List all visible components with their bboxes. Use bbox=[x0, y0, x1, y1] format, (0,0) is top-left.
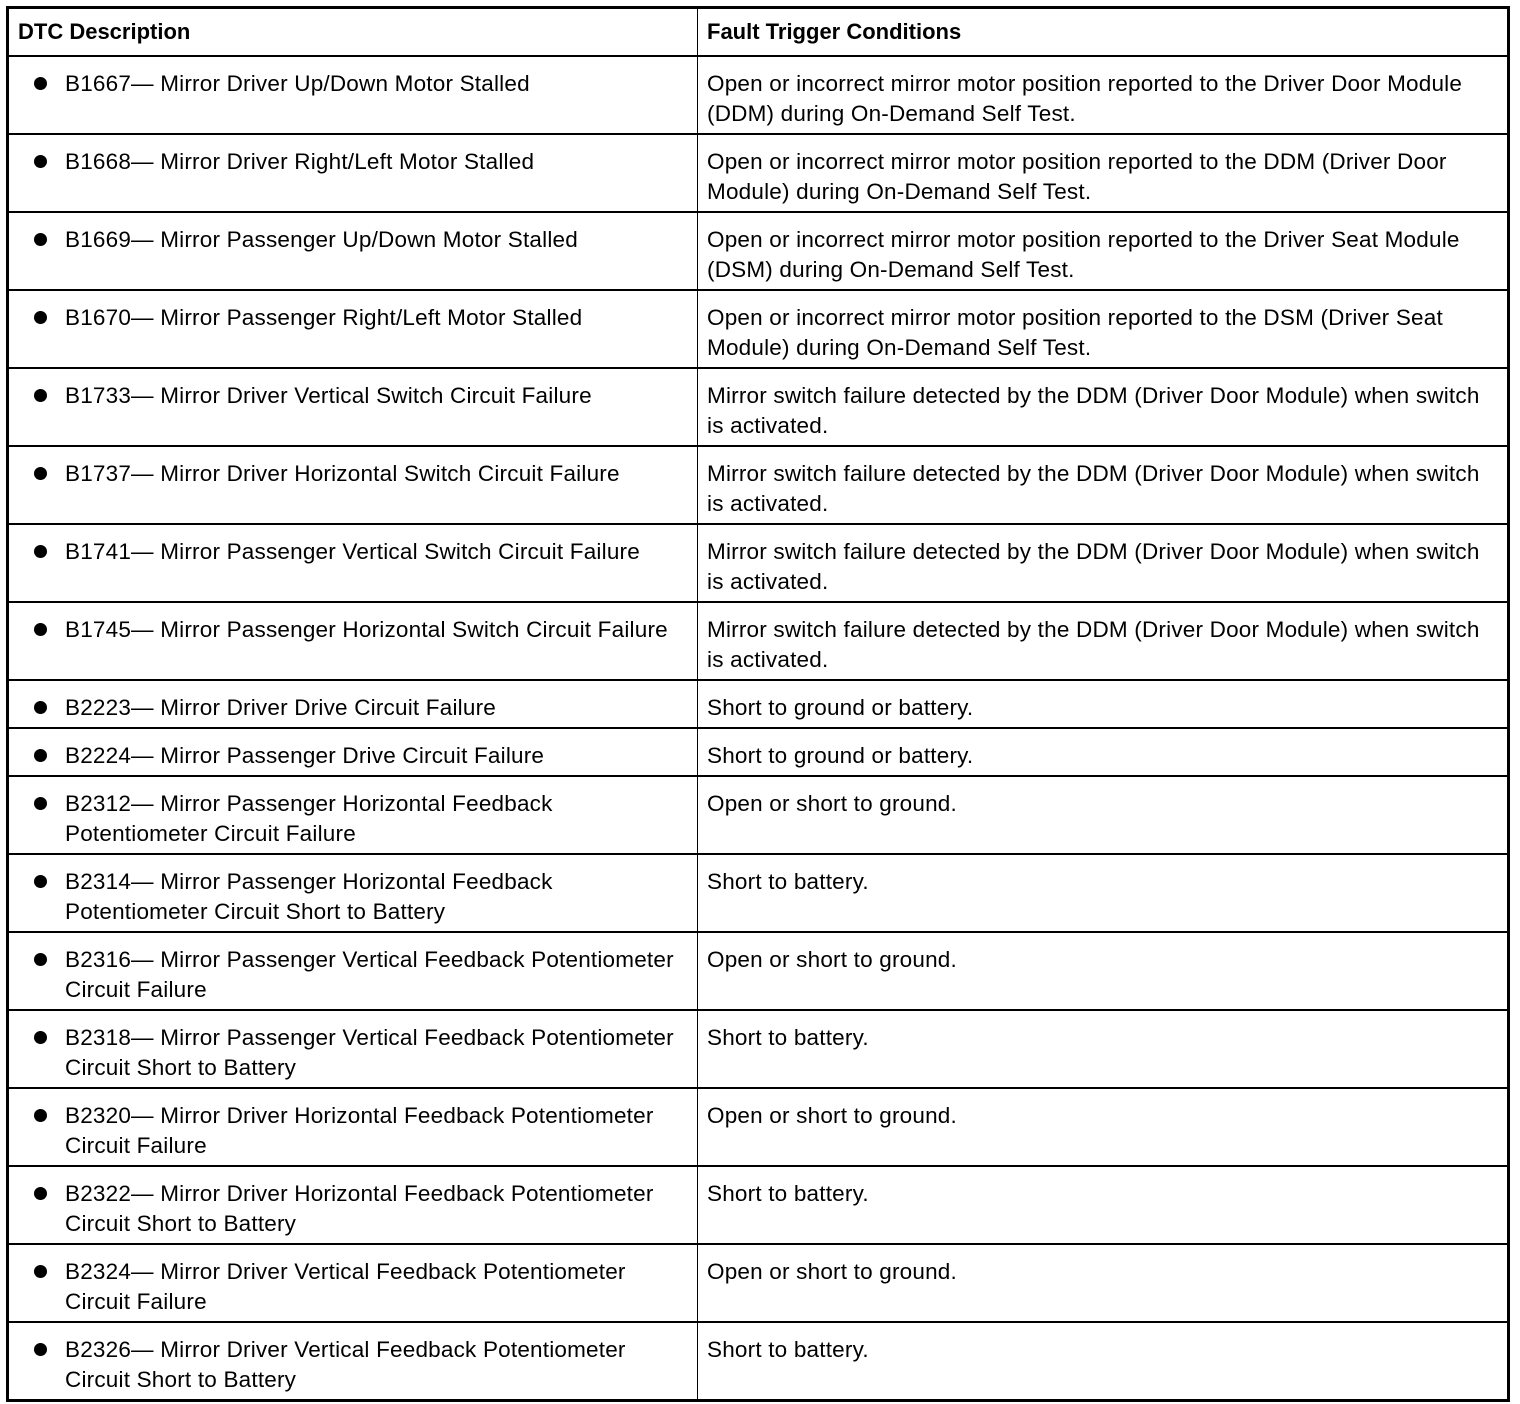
bullet-icon bbox=[34, 701, 47, 714]
fault-condition-cell: Short to battery. bbox=[698, 1166, 1509, 1244]
dtc-table bbox=[6, 6, 1510, 1402]
table-row bbox=[8, 932, 1509, 1010]
table-row bbox=[8, 446, 1509, 524]
fault-condition-cell: Open or short to ground. bbox=[698, 1088, 1509, 1166]
table-row bbox=[8, 1166, 1509, 1244]
bullet-icon bbox=[34, 1265, 47, 1278]
dtc-description-cell bbox=[8, 728, 698, 776]
table-row bbox=[8, 854, 1509, 932]
table-body bbox=[8, 56, 1509, 1400]
dtc-description-cell bbox=[8, 1322, 698, 1400]
dtc-description-cell bbox=[8, 134, 698, 212]
dtc-description-cell bbox=[8, 1166, 698, 1244]
table-row bbox=[8, 368, 1509, 446]
dtc-description-text: B1669— Mirror Passenger Up/Down Motor Stalled bbox=[65, 227, 578, 252]
dtc-description-text: B1741— Mirror Passenger Vertical Switch Circuit Failure bbox=[65, 539, 640, 564]
dtc-description-cell bbox=[8, 680, 698, 728]
dtc-description-text: B2324— Mirror Driver Vertical Feedback Potentiometer Circuit Failure bbox=[65, 1259, 626, 1314]
dtc-description-cell bbox=[8, 368, 698, 446]
bullet-icon bbox=[34, 467, 47, 480]
dtc-description-cell bbox=[8, 290, 698, 368]
dtc-description-text: B2314— Mirror Passenger Horizontal Feedback Potentiometer Circuit Short to Battery bbox=[65, 869, 553, 924]
dtc-description-text: B1670— Mirror Passenger Right/Left Motor Stalled bbox=[65, 305, 583, 330]
table-row bbox=[8, 776, 1509, 854]
dtc-description-cell bbox=[8, 854, 698, 932]
dtc-description-cell bbox=[8, 932, 698, 1010]
bullet-icon bbox=[34, 77, 47, 90]
bullet-icon bbox=[34, 1343, 47, 1356]
table-row bbox=[8, 1322, 1509, 1400]
dtc-description-cell bbox=[8, 446, 698, 524]
bullet-icon bbox=[34, 623, 47, 636]
bullet-icon bbox=[34, 545, 47, 558]
fault-condition-cell: Mirror switch failure detected by the DDM (Driver Door Module) when switch is activated. bbox=[698, 368, 1509, 446]
dtc-description-text: B2316— Mirror Passenger Vertical Feedback Potentiometer Circuit Failure bbox=[65, 947, 674, 1002]
bullet-icon bbox=[34, 389, 47, 402]
fault-condition-cell: Open or incorrect mirror motor position reported to the DDM (Driver Door Module) during On-Demand Self Test. bbox=[698, 134, 1509, 212]
bullet-icon bbox=[34, 797, 47, 810]
dtc-description-cell bbox=[8, 56, 698, 134]
fault-condition-cell: Open or short to ground. bbox=[698, 1244, 1509, 1322]
dtc-description-text: B1745— Mirror Passenger Horizontal Switch Circuit Failure bbox=[65, 617, 668, 642]
fault-condition-cell: Open or incorrect mirror motor position reported to the DSM (Driver Seat Module) during On-Demand Self Test. bbox=[698, 290, 1509, 368]
fault-condition-cell: Short to ground or battery. bbox=[698, 680, 1509, 728]
dtc-description-cell bbox=[8, 602, 698, 680]
bullet-icon bbox=[34, 875, 47, 888]
table-row bbox=[8, 134, 1509, 212]
dtc-description-text: B1667— Mirror Driver Up/Down Motor Stalled bbox=[65, 71, 530, 96]
dtc-description-text: B2322— Mirror Driver Horizontal Feedback Potentiometer Circuit Short to Battery bbox=[65, 1181, 654, 1236]
fault-condition-cell: Open or short to ground. bbox=[698, 932, 1509, 1010]
dtc-description-cell bbox=[8, 776, 698, 854]
bullet-icon bbox=[34, 749, 47, 762]
table-row bbox=[8, 1010, 1509, 1088]
header-fault-trigger-conditions: Fault Trigger Conditions bbox=[698, 8, 1509, 57]
dtc-description-cell bbox=[8, 524, 698, 602]
fault-condition-cell: Open or short to ground. bbox=[698, 776, 1509, 854]
bullet-icon bbox=[34, 311, 47, 324]
bullet-icon bbox=[34, 1109, 47, 1122]
dtc-description-cell bbox=[8, 212, 698, 290]
dtc-description-text: B1668— Mirror Driver Right/Left Motor Stalled bbox=[65, 149, 535, 174]
fault-condition-cell: Mirror switch failure detected by the DDM (Driver Door Module) when switch is activated. bbox=[698, 524, 1509, 602]
dtc-description-cell bbox=[8, 1244, 698, 1322]
table-row bbox=[8, 680, 1509, 728]
table-row bbox=[8, 728, 1509, 776]
dtc-description-text: B2223— Mirror Driver Drive Circuit Failure bbox=[65, 695, 496, 720]
bullet-icon bbox=[34, 1187, 47, 1200]
table-row bbox=[8, 1244, 1509, 1322]
fault-condition-cell: Mirror switch failure detected by the DDM (Driver Door Module) when switch is activated. bbox=[698, 602, 1509, 680]
dtc-description-cell bbox=[8, 1088, 698, 1166]
dtc-description-text: B2312— Mirror Passenger Horizontal Feedback Potentiometer Circuit Failure bbox=[65, 791, 553, 846]
dtc-description-text: B2326— Mirror Driver Vertical Feedback Potentiometer Circuit Short to Battery bbox=[65, 1337, 626, 1392]
dtc-description-text: B2224— Mirror Passenger Drive Circuit Failure bbox=[65, 743, 545, 768]
fault-condition-cell: Open or incorrect mirror motor position reported to the Driver Door Module (DDM) during On-Demand Self Test. bbox=[698, 56, 1509, 134]
table-row bbox=[8, 212, 1509, 290]
dtc-description-text: B2318— Mirror Passenger Vertical Feedback Potentiometer Circuit Short to Battery bbox=[65, 1025, 674, 1080]
bullet-icon bbox=[34, 233, 47, 246]
bullet-icon bbox=[34, 155, 47, 168]
fault-condition-cell: Open or incorrect mirror motor position reported to the Driver Seat Module (DSM) during On-Demand Self Test. bbox=[698, 212, 1509, 290]
fault-condition-cell: Short to battery. bbox=[698, 1010, 1509, 1088]
fault-condition-cell: Short to ground or battery. bbox=[698, 728, 1509, 776]
table-row bbox=[8, 56, 1509, 134]
fault-condition-cell: Short to battery. bbox=[698, 1322, 1509, 1400]
dtc-description-text: B1737— Mirror Driver Horizontal Switch Circuit Failure bbox=[65, 461, 620, 486]
table-row bbox=[8, 602, 1509, 680]
table-row bbox=[8, 524, 1509, 602]
fault-condition-cell: Mirror switch failure detected by the DDM (Driver Door Module) when switch is activated. bbox=[698, 446, 1509, 524]
table-row bbox=[8, 290, 1509, 368]
table-header-row bbox=[8, 8, 1509, 57]
bullet-icon bbox=[34, 953, 47, 966]
dtc-description-cell bbox=[8, 1010, 698, 1088]
fault-condition-cell: Short to battery. bbox=[698, 854, 1509, 932]
dtc-description-text: B1733— Mirror Driver Vertical Switch Circuit Failure bbox=[65, 383, 592, 408]
dtc-description-text: B2320— Mirror Driver Horizontal Feedback Potentiometer Circuit Failure bbox=[65, 1103, 654, 1158]
table-row bbox=[8, 1088, 1509, 1166]
bullet-icon bbox=[34, 1031, 47, 1044]
header-dtc-description: DTC Description bbox=[8, 8, 698, 57]
